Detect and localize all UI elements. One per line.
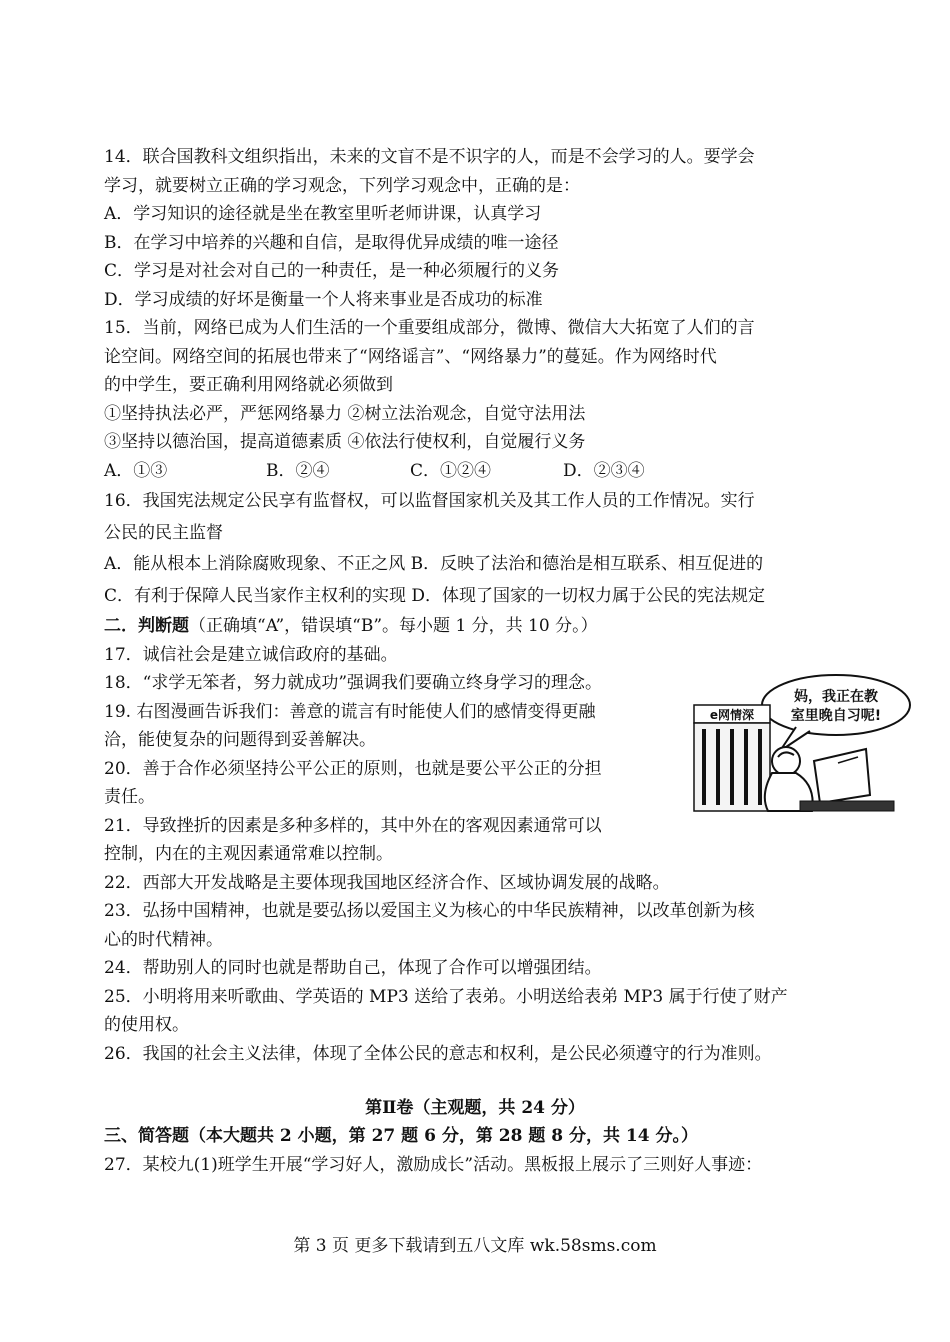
- q14-option-d: D．学习成绩的好坏是衡量一个人将来事业是否成功的标准: [104, 290, 543, 310]
- q14-stem-line1: 14．联合国教科文组织指出，未来的文盲不是不识字的人，而是不会学习的人。要学会: [104, 147, 755, 167]
- q25-line1: 25．小明将用来听歌曲、学英语的 MP3 送给了表弟。小明送给表弟 MP3 属于行使了财产: [104, 987, 788, 1007]
- section2-note: （正确填“A”，错误填“B”。每小题 1 分，共 10 分。）: [189, 616, 598, 636]
- q15-option-a: A．①③: [104, 461, 168, 481]
- section2-heading: [104, 615, 598, 637]
- q21-line2: 控制，内在的主观因素通常难以控制。: [104, 844, 393, 864]
- speech-line1: 妈，我正在教: [794, 689, 878, 705]
- q24: 24．帮助别人的同时也就是帮助自己，体现了合作可以增强团结。: [104, 958, 602, 978]
- q22: 22．西部大开发战略是主要体现我国地区经济合作、区域协调发展的战略。: [104, 873, 670, 893]
- part2-title: 第Ⅱ卷（主观题，共 24 分）: [365, 1098, 585, 1118]
- q14-option-c: C．学习是对社会对自己的一种责任，是一种必须履行的义务: [104, 261, 560, 281]
- q17: 17．诚信社会是建立诚信政府的基础。: [104, 645, 398, 665]
- q19-line1: 19. 右图漫画告诉我们：善意的谎言有时能使人们的感情变得更融: [104, 702, 596, 722]
- q15-option-c: C．①②④: [410, 461, 492, 481]
- cafe-sign: e网情深: [709, 708, 755, 722]
- q15-stem-line2: 论空间。网络空间的拓展也带来了“网络谣言”、“网络暴力”的蔓延。作为网络时代: [104, 347, 717, 367]
- q15-option-b: B．②④: [266, 461, 330, 481]
- speech-line2: 室里晚自习呢!: [790, 708, 882, 724]
- q27-stem: 27．某校九(1)班学生开展“学习好人，激励成长”活动。黑板报上展示了三则好人事迹：: [104, 1155, 763, 1175]
- q16-options-cd: C．有利于保障人民当家作主权利的实现 D．体现了国家的一切权力属于公民的宪法规定: [104, 586, 766, 606]
- q15-option-d: D．②③④: [563, 461, 645, 481]
- q20-line2: 责任。: [104, 787, 155, 807]
- q25-line2: 的使用权。: [104, 1015, 189, 1035]
- q19-line2: 洽，能使复杂的问题得到妥善解决。: [104, 730, 376, 750]
- q23-line1: 23．弘扬中国精神，也就是要弘扬以爱国主义为核心的中华民族精神，以改革创新为核: [104, 901, 755, 921]
- section2-title: 二．判断题: [104, 616, 189, 636]
- q15-items-1-2: ①坚持执法必严，严惩网络暴力 ②树立法治观念，自觉守法用法: [104, 404, 586, 424]
- q18: 18．“求学无笨者，努力就成功”强调我们要确立终身学习的理念。: [104, 673, 603, 693]
- q26: 26．我国的社会主义法律，体现了全体公民的意志和权利，是公民必须遵守的行为准则。: [104, 1044, 772, 1064]
- q16-options-ab: A．能从根本上消除腐败现象、不正之风 B．反映了法治和德治是相互联系、相互促进的: [104, 554, 764, 574]
- section3-heading: 三、简答题（本大题共 2 小题，第 27 题 6 分，第 28 题 8 分，共 14 分。）: [104, 1126, 698, 1146]
- q20-line1: 20．善于合作必须坚持公平公正的原则，也就是要公平公正的分担: [104, 759, 602, 779]
- q15-items-3-4: ③坚持以德治国，提高道德素质 ④依法行使权利，自觉履行义务: [104, 432, 586, 452]
- q15-stem-line1: 15．当前，网络已成为人们生活的一个重要组成部分，微博、微信大大拓宽了人们的言: [104, 318, 755, 338]
- cartoon-illustration: [688, 665, 916, 817]
- q23-line2: 心的时代精神。: [104, 930, 223, 950]
- page-footer: 第 3 页 更多下载请到五八文库 wk.58sms.com: [293, 1236, 657, 1256]
- q21-line1: 21．导致挫折的因素是多种多样的，其中外在的客观因素通常可以: [104, 816, 602, 836]
- q14-stem-line2: 学习，就要树立正确的学习观念，下列学习观念中，正确的是：: [104, 176, 580, 196]
- q14-option-a: A．学习知识的途径就是坐在教室里听老师讲课，认真学习: [104, 204, 542, 224]
- q16-stem-line2: 公民的民主监督: [104, 523, 223, 543]
- q15-stem-line3: 的中学生，要正确利用网络就必须做到: [104, 375, 393, 395]
- q16-stem-line1: 16．我国宪法规定公民享有监督权，可以监督国家机关及其工作人员的工作情况。实行: [104, 491, 755, 511]
- q14-option-b: B．在学习中培养的兴趣和自信，是取得优异成绩的唯一途径: [104, 233, 559, 253]
